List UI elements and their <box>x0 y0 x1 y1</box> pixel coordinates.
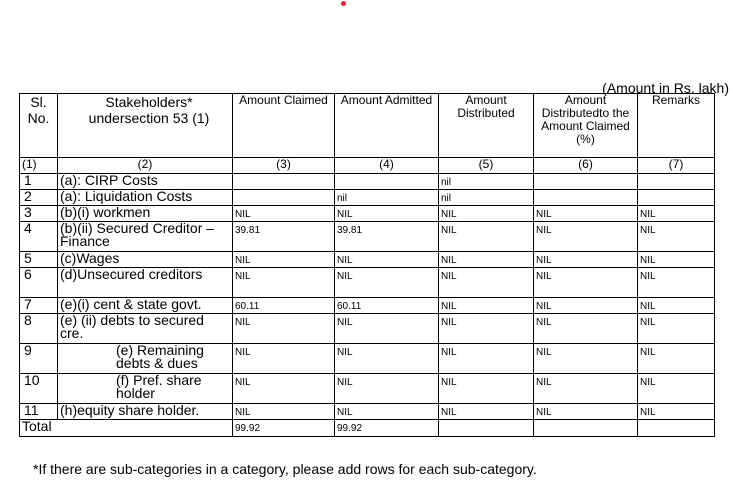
footnote: *If there are sub-categories in a category, please add rows for each sub-category. <box>33 461 537 477</box>
col-number-1: (1) <box>20 158 58 174</box>
row-sl-no: 2 <box>20 190 58 206</box>
row-remarks: NIL <box>638 344 715 374</box>
row-amount-distributed: NIL <box>439 344 534 374</box>
row-amount-claimed: NIL <box>233 268 335 298</box>
row-stakeholder: (e)(i) cent & state govt. <box>58 298 233 314</box>
table-row <box>20 222 715 252</box>
row-stakeholder: (c)Wages <box>58 252 233 268</box>
col-number-5: (5) <box>439 158 534 174</box>
table-row <box>20 374 715 404</box>
row-amount-claimed: NIL <box>233 206 335 222</box>
row-sl-no: 5 <box>20 252 58 268</box>
row-distributed-pct: NIL <box>534 404 638 420</box>
row-amount-admitted: NIL <box>335 206 439 222</box>
row-remarks <box>638 174 715 190</box>
table-row <box>20 252 715 268</box>
row-amount-distributed: nil <box>439 190 534 206</box>
col-number-4: (4) <box>335 158 439 174</box>
row-distributed-pct: NIL <box>534 374 638 404</box>
row-remarks: NIL <box>638 222 715 252</box>
row-sl-no: 6 <box>20 268 58 298</box>
row-remarks: NIL <box>638 268 715 298</box>
row-stakeholder: (f) Pref. share holder <box>58 374 233 404</box>
row-amount-admitted: NIL <box>335 344 439 374</box>
header-amount-distributed: Amount Distributed <box>439 94 534 158</box>
row-stakeholder: (a): CIRP Costs <box>58 174 233 190</box>
row-stakeholder: (a): Liquidation Costs <box>58 190 233 206</box>
distribution-table <box>19 93 715 437</box>
row-sl-no: 9 <box>20 344 58 374</box>
row-amount-admitted: NIL <box>335 268 439 298</box>
row-remarks <box>638 190 715 206</box>
row-distributed-pct: NIL <box>534 344 638 374</box>
total-claimed: 99.92 <box>233 420 335 437</box>
row-remarks: NIL <box>638 374 715 404</box>
row-amount-distributed: NIL <box>439 206 534 222</box>
table-row <box>20 190 715 206</box>
row-remarks: NIL <box>638 206 715 222</box>
total-distributed-pct <box>534 420 638 437</box>
table-row <box>20 298 715 314</box>
row-remarks: NIL <box>638 404 715 420</box>
row-amount-admitted: NIL <box>335 404 439 420</box>
row-amount-distributed: NIL <box>439 374 534 404</box>
row-stakeholder: (b)(i) workmen <box>58 206 233 222</box>
row-amount-claimed <box>233 190 335 206</box>
total-distributed <box>439 420 534 437</box>
row-sl-no: 3 <box>20 206 58 222</box>
header-amount-claimed: Amount Claimed <box>233 94 335 158</box>
row-amount-claimed <box>233 174 335 190</box>
row-sl-no: 1 <box>20 174 58 190</box>
header-remarks: Remarks <box>638 94 715 158</box>
header-stakeholders: Stakeholders* undersection 53 (1) <box>58 94 233 158</box>
row-sl-no: 8 <box>20 314 58 344</box>
row-distributed-pct: NIL <box>534 268 638 298</box>
row-amount-claimed: NIL <box>233 314 335 344</box>
row-stakeholder: (e) (ii) debts to secured cre. <box>58 314 233 344</box>
row-distributed-pct: NIL <box>534 252 638 268</box>
row-remarks: NIL <box>638 298 715 314</box>
row-stakeholder: (e) Remaining debts & dues <box>58 344 233 374</box>
row-amount-claimed: NIL <box>233 404 335 420</box>
row-sl-no: 11 <box>20 404 58 420</box>
col-number-3: (3) <box>233 158 335 174</box>
row-amount-distributed: NIL <box>439 404 534 420</box>
table-row <box>20 268 715 298</box>
row-stakeholder: (d)Unsecured creditors <box>58 268 233 298</box>
row-amount-claimed: NIL <box>233 344 335 374</box>
row-amount-distributed: NIL <box>439 268 534 298</box>
row-amount-distributed: NIL <box>439 314 534 344</box>
row-distributed-pct: NIL <box>534 298 638 314</box>
row-distributed-pct <box>534 174 638 190</box>
row-stakeholder: (h)equity share holder. <box>58 404 233 420</box>
table-row <box>20 344 715 374</box>
row-amount-admitted: NIL <box>335 374 439 404</box>
amount-unit-note: (Amount in Rs. lakh) <box>602 80 729 96</box>
table-row <box>20 404 715 420</box>
row-amount-admitted: 39.81 <box>335 222 439 252</box>
row-amount-distributed: nil <box>439 174 534 190</box>
row-amount-distributed: NIL <box>439 252 534 268</box>
row-distributed-pct <box>534 190 638 206</box>
row-amount-distributed: NIL <box>439 222 534 252</box>
row-amount-admitted: 60.11 <box>335 298 439 314</box>
row-distributed-pct: NIL <box>534 206 638 222</box>
header-sl-no: Sl. No. <box>20 94 58 158</box>
row-sl-no: 4 <box>20 222 58 252</box>
col-number-2: (2) <box>58 158 233 174</box>
total-admitted: 99.92 <box>335 420 439 437</box>
row-remarks: NIL <box>638 314 715 344</box>
col-number-7: (7) <box>638 158 715 174</box>
row-sl-no: 10 <box>20 374 58 404</box>
row-amount-admitted: NIL <box>335 314 439 344</box>
row-amount-claimed: NIL <box>233 374 335 404</box>
row-amount-claimed: NIL <box>233 252 335 268</box>
table-row <box>20 174 715 190</box>
row-amount-claimed: 60.11 <box>233 298 335 314</box>
total-remarks <box>638 420 715 437</box>
header-amount-admitted: Amount Admitted <box>335 94 439 158</box>
row-amount-admitted: nil <box>335 190 439 206</box>
row-amount-distributed: NIL <box>439 298 534 314</box>
row-distributed-pct: NIL <box>534 314 638 344</box>
row-amount-admitted <box>335 174 439 190</box>
col-number-6: (6) <box>534 158 638 174</box>
header-distributed-pct: Amount Distributedto the Amount Claimed (%) <box>534 94 638 158</box>
row-sl-no: 7 <box>20 298 58 314</box>
row-stakeholder: (b)(ii) Secured Creditor – Finance <box>58 222 233 252</box>
table-row <box>20 314 715 344</box>
row-amount-claimed: 39.81 <box>233 222 335 252</box>
row-remarks: NIL <box>638 252 715 268</box>
table-row <box>20 206 715 222</box>
red-dot-mark <box>341 1 346 6</box>
total-label: Total <box>20 420 233 437</box>
row-distributed-pct: NIL <box>534 222 638 252</box>
row-amount-admitted: NIL <box>335 252 439 268</box>
